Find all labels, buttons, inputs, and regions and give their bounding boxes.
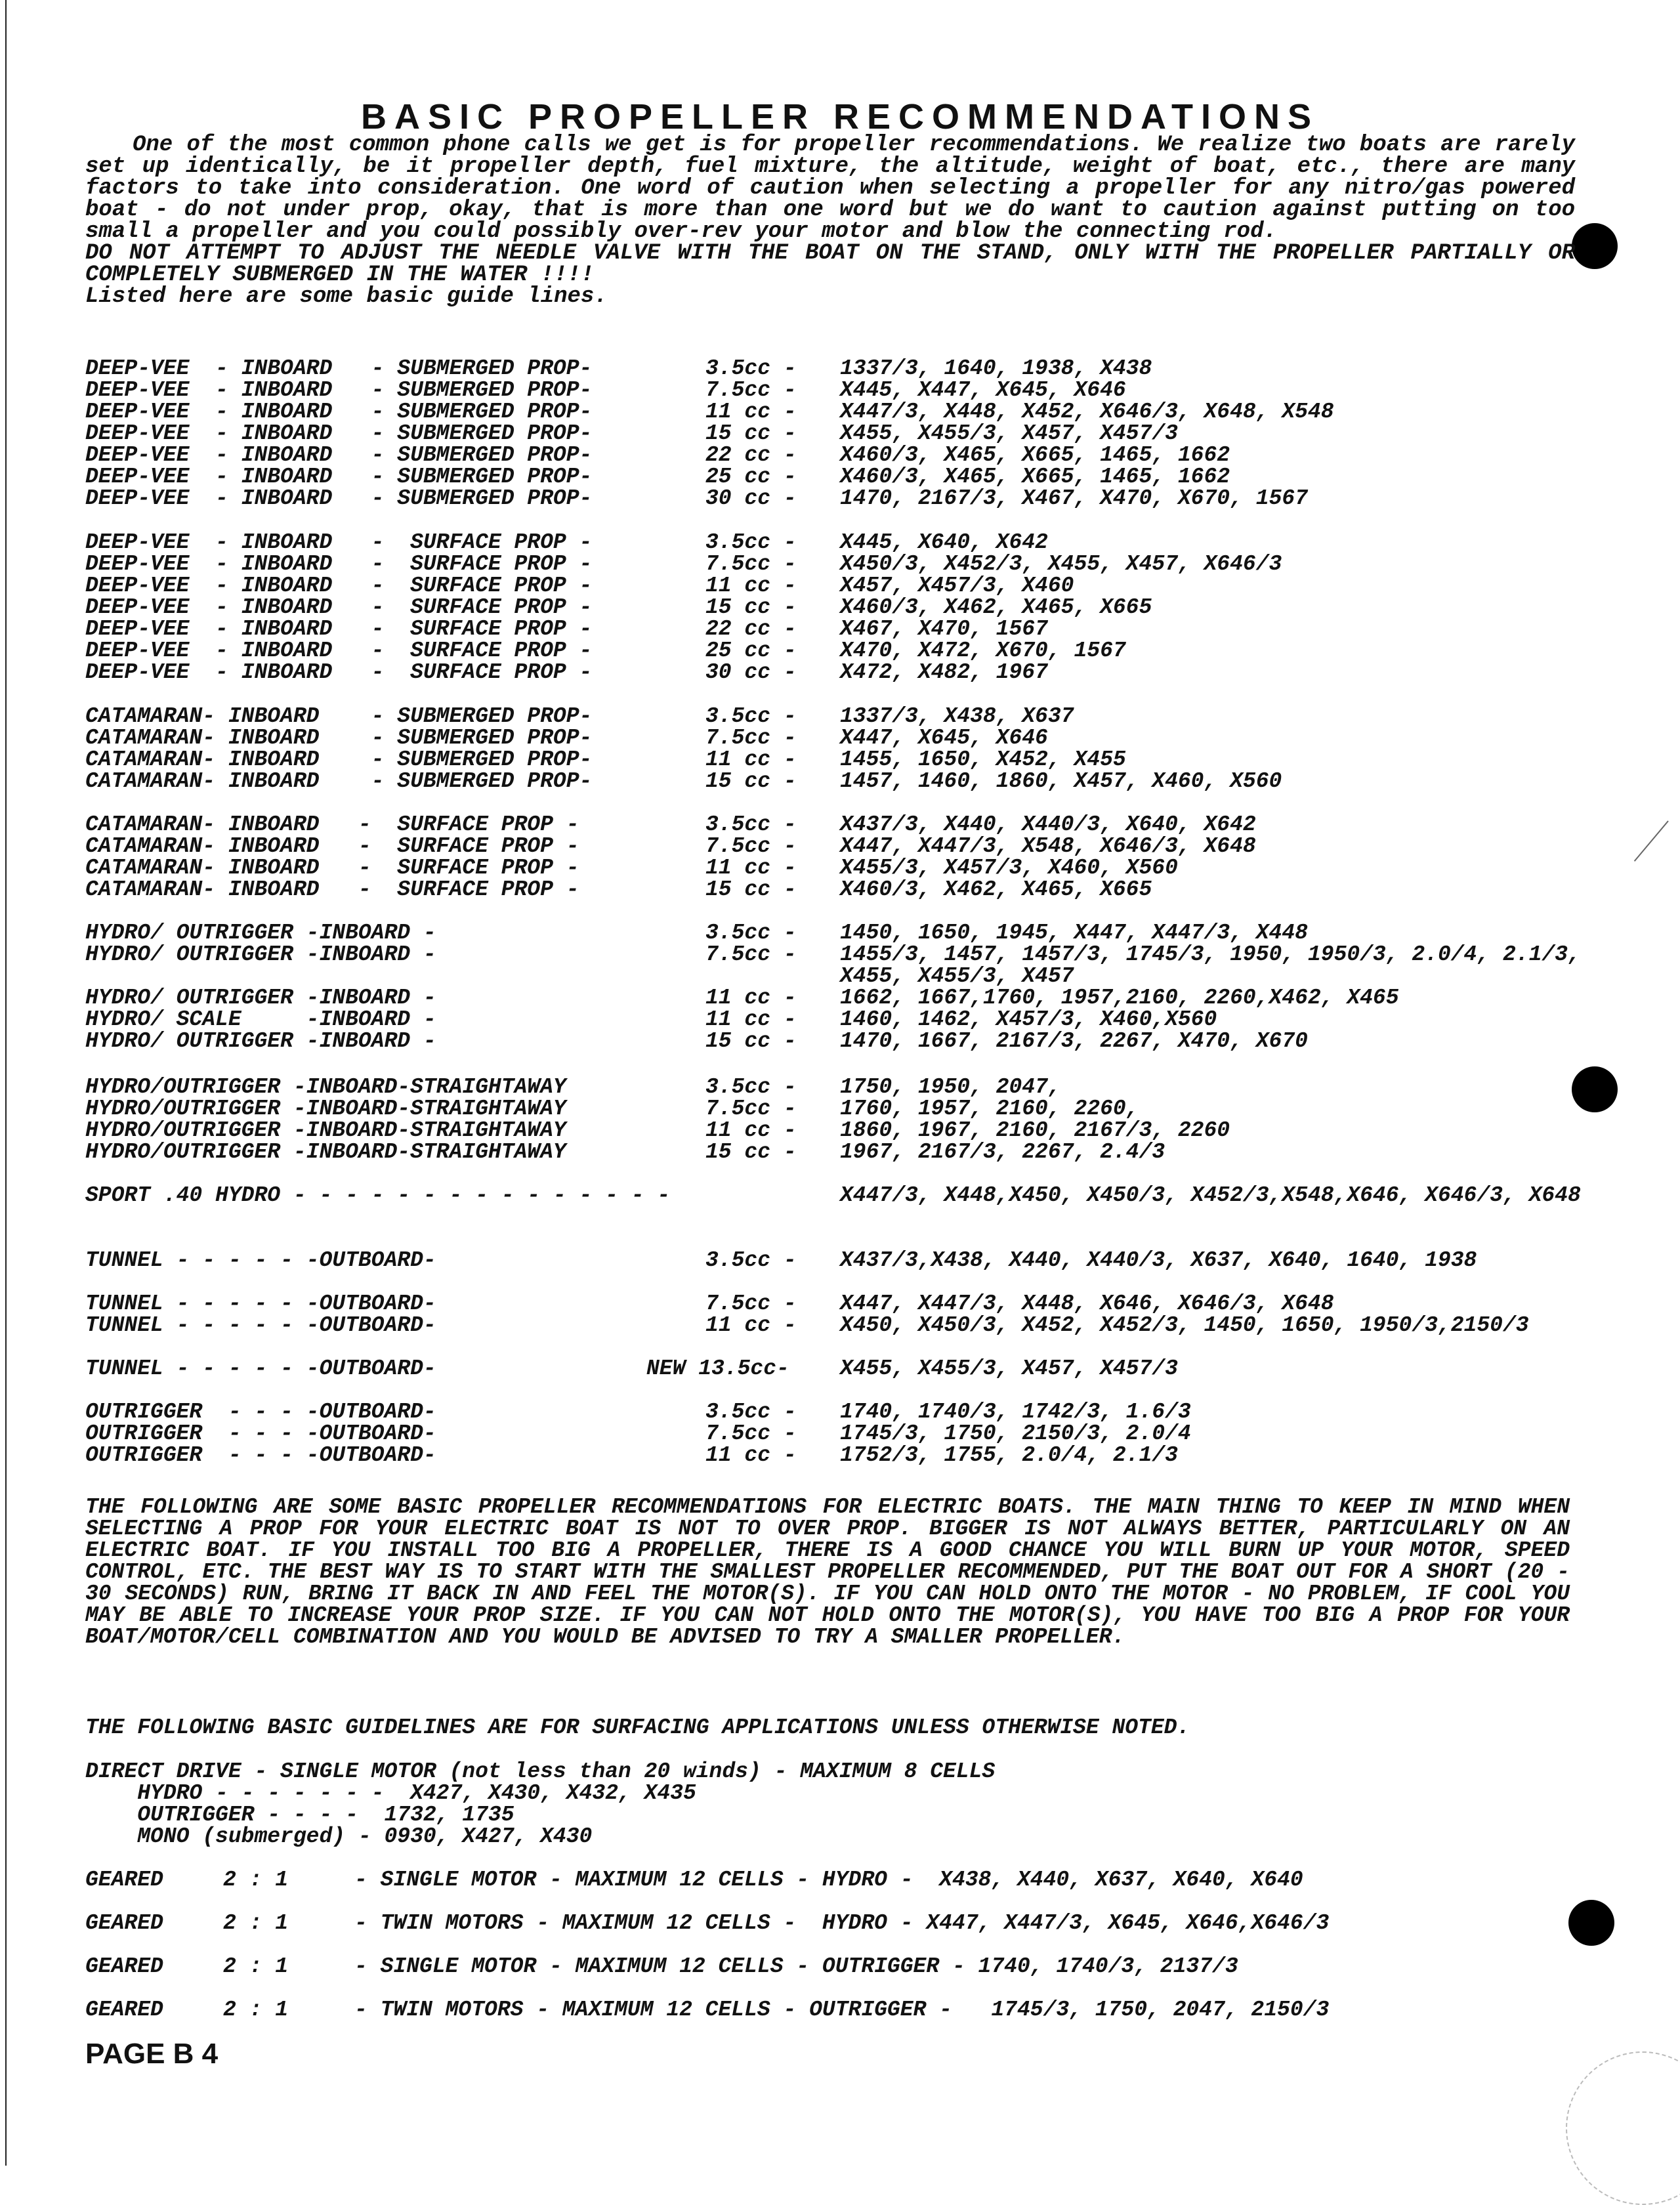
boat-type: DEEP-VEE - INBOARD - SURFACE PROP - [85, 530, 593, 555]
table-row [85, 1009, 1595, 1030]
surfacing-note: THE FOLLOWING BASIC GUIDELINES ARE FOR SURFACING APPLICATIONS UNLESS OTHERWISE NOTED. [85, 1715, 1190, 1740]
engine-size: 11 cc - [705, 1118, 797, 1143]
boat-type: DEEP-VEE - INBOARD - SURFACE PROP - [85, 574, 593, 598]
boat-type: HYDRO/OUTRIGGER -INBOARD-STRAIGHTAWAY [85, 1140, 566, 1164]
engine-size: 15 cc - [705, 421, 797, 446]
recommended-props: X470, X472, X670, 1567 [840, 639, 1126, 663]
geared-spec: - TWIN MOTORS - MAXIMUM 12 CELLS - HYDRO - X447, X447/3, X645, X646,X646/3 [354, 1911, 1330, 1935]
table-row [85, 1293, 1595, 1314]
table-row [85, 944, 1595, 987]
geared-row [85, 1869, 1595, 1891]
table-row [85, 814, 1595, 835]
needle-valve-warning: DO NOT ATTEMPT TO ADJUST THE NEEDLE VALVE WITH THE BOAT ON THE STAND, ONLY WITH THE PROPELLER PARTIALLY OR COMPLETELY SUBMERGED IN THE WATER !!!! [85, 241, 1575, 287]
recommended-props: X437/3, X440, X440/3, X640, X642 [840, 812, 1256, 837]
engine-size: 22 cc - [705, 617, 797, 641]
table-row [85, 727, 1595, 749]
recommended-props: 1470, 1667, 2167/3, 2267, X470, X670 [840, 1029, 1308, 1053]
recommended-props: X447/3, X448, X452, X646/3, X648, X548 [840, 400, 1334, 424]
geared-row [85, 1912, 1595, 1934]
propeller-group [85, 814, 1595, 900]
recommended-props: X445, X640, X642 [840, 530, 1048, 555]
engine-size: 15 cc - [705, 1029, 797, 1053]
table-row [85, 835, 1595, 857]
engine-size: 15 cc - [705, 1140, 797, 1164]
boat-type: HYDRO/ OUTRIGGER -INBOARD - [85, 942, 436, 967]
page-left-edge [5, 0, 7, 2166]
boat-type: CATAMARAN- INBOARD - SUBMERGED PROP- [85, 769, 593, 793]
boat-type: OUTRIGGER - - - -OUTBOARD- [85, 1400, 436, 1424]
boat-type: HYDRO/ SCALE -INBOARD - [85, 1007, 436, 1032]
table-row [85, 922, 1595, 944]
boat-type: TUNNEL - - - - - -OUTBOARD- [85, 1248, 436, 1272]
table-row [85, 379, 1595, 401]
intro-text: One of the most common phone calls we get is for propeller recommendations. We realize two boats are rarely set up identically, be it propeller depth, fuel mixture, the altitude, weight of boat, etc., there are many factors to take into consideration. One word of caution when selecting a propeller for any nitro/gas powered boat - do not under prop, okay, that is more than one word but we do want to caution against putting on too small a propeller and you could possibly over-rev your motor and blow the connecting rod. [85, 133, 1575, 244]
recommended-props: X455/3, X457/3, X460, X560 [840, 856, 1178, 880]
boat-type: CATAMARAN- INBOARD - SURFACE PROP - [85, 834, 579, 858]
table-row [85, 857, 1595, 879]
engine-size: 15 cc - [705, 769, 797, 793]
geared-label: GEARED [85, 1954, 163, 1979]
direct-drive-mono: MONO (submerged) - 0930, X427, X430 [85, 1824, 593, 1849]
geared-ratio: 2 : 1 [223, 1911, 289, 1935]
recommended-props: 1662, 1667,1760, 1957,2160, 2260,X462, X465 [840, 986, 1399, 1010]
table-row [85, 770, 1595, 792]
propeller-group [85, 1401, 1595, 1466]
recommended-props: 1760, 1957, 2160, 2260, [840, 1097, 1139, 1121]
boat-type: HYDRO/OUTRIGGER -INBOARD-STRAIGHTAWAY [85, 1075, 566, 1099]
page-number: PAGE B 4 [85, 2038, 219, 2070]
geared-label: GEARED [85, 1868, 163, 1892]
boat-type: TUNNEL - - - - - -OUTBOARD- [85, 1313, 436, 1337]
engine-size: 7.5cc - [705, 1421, 797, 1446]
recommended-props: X450, X450/3, X452, X452/3, 1450, 1650, 1950/3,2150/3 [840, 1313, 1529, 1337]
boat-type: DEEP-VEE - INBOARD - SUBMERGED PROP- [85, 421, 593, 446]
boat-type: CATAMARAN- INBOARD - SURFACE PROP - [85, 856, 579, 880]
boat-type: DEEP-VEE - INBOARD - SUBMERGED PROP- [85, 400, 593, 424]
boat-type: DEEP-VEE - INBOARD - SUBMERGED PROP- [85, 486, 593, 511]
recommended-props: X460/3, X465, X665, 1465, 1662 [840, 443, 1230, 467]
geared-ratio: 2 : 1 [223, 1954, 289, 1979]
geared-label: GEARED [85, 1998, 163, 2022]
boat-type: HYDRO/ OUTRIGGER -INBOARD - [85, 921, 436, 945]
recommended-props: 1740, 1740/3, 1742/3, 1.6/3 [840, 1400, 1191, 1424]
recommended-props: 1860, 1967, 2160, 2167/3, 2260 [840, 1118, 1230, 1143]
engine-size: 7.5cc - [705, 378, 797, 402]
engine-size: 15 cc - [705, 877, 797, 902]
recommended-props: X460/3, X462, X465, X665 [840, 877, 1152, 902]
engine-size: 3.5cc - [705, 1075, 797, 1099]
engine-size: NEW 13.5cc- [646, 1356, 789, 1381]
engine-size: 7.5cc - [705, 1292, 797, 1316]
recommended-props: X455, X455/3, X457, X457/3 [840, 1356, 1178, 1381]
engine-size: 7.5cc - [705, 942, 797, 967]
table-row [85, 618, 1595, 640]
boat-type: OUTRIGGER - - - -OUTBOARD- [85, 1443, 436, 1467]
table-row [85, 401, 1595, 423]
engine-size: 30 cc - [705, 486, 797, 511]
geared-row [85, 1999, 1595, 2021]
table-row [85, 1141, 1595, 1163]
engine-size: 15 cc - [705, 595, 797, 620]
engine-size: 11 cc - [705, 1443, 797, 1467]
engine-size: 3.5cc - [705, 356, 797, 381]
geared-spec: - SINGLE MOTOR - MAXIMUM 12 CELLS - HYDRO - X438, X440, X637, X640, X640 [354, 1868, 1303, 1892]
table-row [85, 553, 1595, 575]
boat-type: DEEP-VEE - INBOARD - SUBMERGED PROP- [85, 356, 593, 381]
engine-size: 11 cc - [705, 1313, 797, 1337]
punch-hole-top [1572, 223, 1618, 269]
recommended-props: 1455/3, 1457, 1457/3, 1745/3, 1950, 1950/3, 2.0/4, 2.1/3, X455, X455/3, X457 [840, 942, 1581, 988]
engine-size: 3.5cc - [705, 1400, 797, 1424]
recommended-props: 1455, 1650, X452, X455 [840, 747, 1126, 772]
engine-size: 11 cc - [705, 747, 797, 772]
table-row [85, 1120, 1595, 1141]
table-row [85, 575, 1595, 597]
boat-type: DEEP-VEE - INBOARD - SUBMERGED PROP- [85, 378, 593, 402]
recommended-props: 1470, 2167/3, X467, X470, X670, 1567 [840, 486, 1308, 511]
table-row [85, 1185, 1595, 1228]
margin-mark [1634, 820, 1669, 862]
table-row [85, 1423, 1595, 1444]
boat-type: CATAMARAN- INBOARD - SUBMERGED PROP- [85, 726, 593, 750]
table-row [85, 358, 1595, 379]
recommended-props: 1450, 1650, 1945, X447, X447/3, X448 [840, 921, 1308, 945]
engine-size: 11 cc - [705, 986, 797, 1010]
recommended-props: X447, X645, X646 [840, 726, 1048, 750]
propeller-group [85, 532, 1595, 683]
table-row [85, 1250, 1595, 1293]
boat-type: CATAMARAN- INBOARD - SURFACE PROP - [85, 877, 579, 902]
geared-spec: - SINGLE MOTOR - MAXIMUM 12 CELLS - OUTRIGGER - 1740, 1740/3, 2137/3 [354, 1954, 1238, 1979]
propeller-group [85, 1076, 1595, 1163]
recommended-props: X460/3, X462, X465, X665 [840, 595, 1152, 620]
boat-type: HYDRO/OUTRIGGER -INBOARD-STRAIGHTAWAY [85, 1097, 566, 1121]
geared-ratio: 2 : 1 [223, 1998, 289, 2022]
engine-size: 25 cc - [705, 639, 797, 663]
engine-size: 7.5cc - [705, 834, 797, 858]
boat-type: OUTRIGGER - - - -OUTBOARD- [85, 1421, 436, 1446]
boat-type: HYDRO/ OUTRIGGER -INBOARD - [85, 1029, 436, 1053]
engine-size: 11 cc - [705, 856, 797, 880]
recommended-props: X445, X447, X645, X646 [840, 378, 1126, 402]
table-row [85, 488, 1595, 509]
direct-drive-hydro: HYDRO - - - - - - - X427, X430, X432, X435 [85, 1781, 696, 1805]
recommended-props: X472, X482, 1967 [840, 660, 1048, 684]
boat-type: TUNNEL - - - - - -OUTBOARD- [85, 1292, 436, 1316]
engine-size: 3.5cc - [705, 1248, 797, 1272]
boat-type: CATAMARAN- INBOARD - SURFACE PROP - [85, 812, 579, 837]
table-row [85, 879, 1595, 900]
page-corner-curl [1566, 2051, 1680, 2205]
engine-size: 7.5cc - [705, 726, 797, 750]
table-row [85, 1444, 1595, 1466]
recommended-props: 1457, 1460, 1860, X457, X460, X560 [840, 769, 1282, 793]
boat-type: SPORT .40 HYDRO - - - - - - - - - - - - - - - [85, 1183, 671, 1208]
propeller-group [85, 922, 1595, 1052]
engine-size: 22 cc - [705, 443, 797, 467]
engine-size: 3.5cc - [705, 921, 797, 945]
propeller-group [85, 1185, 1595, 1228]
table-row [85, 987, 1595, 1009]
table-row [85, 597, 1595, 618]
recommended-props: X447/3, X448,X450, X450/3, X452/3,X548,X646, X646/3, X648 [840, 1183, 1581, 1208]
engine-size: 11 cc - [705, 1007, 797, 1032]
boat-type: DEEP-VEE - INBOARD - SURFACE PROP - [85, 552, 593, 576]
table-row [85, 1314, 1595, 1358]
geared-spec: - TWIN MOTORS - MAXIMUM 12 CELLS - OUTRIGGER - 1745/3, 1750, 2047, 2150/3 [354, 1998, 1330, 2022]
recommended-props: 1460, 1462, X457/3, X460,X560 [840, 1007, 1217, 1032]
electric-boats-paragraph: THE FOLLOWING ARE SOME BASIC PROPELLER RECOMMENDATIONS FOR ELECTRIC BOATS. THE MAIN THING TO KEEP IN MIND WHEN SELECTING A PROP FOR YOUR ELECTRIC BOAT IS NOT TO OVER PROP. BIGGER IS NOT ALWAYS BETTER, PARTICULARLY ON AN ELECTRIC BOAT. IF YOU INSTALL TOO BIG A PROPELLER, THERE IS A GOOD CHANCE YOU WILL BURN UP YOUR MOTOR, SPEED CONTROL, ETC. THE BEST WAY IS TO START WITH THE SMALLEST PROPELLER RECOMMENDED, PUT THE BOAT OUT FOR A SHORT (20 - 30 SECONDS) RUN, BRING IT BACK IN AND FEEL THE MOTOR(S). IF YOU CAN HOLD ONTO THE MOTOR - NO PROBLEM, IF COOL YOU MAY BE ABLE TO INCREASE YOUR PROP SIZE. IF YOU CAN NOT HOLD ONTO THE MOTOR(S), YOU HAVE TOO BIG A PROP FOR YOUR BOAT/MOTOR/CELL COMBINATION AND YOU WOULD BE ADVISED TO TRY A SMALLER PROPELLER. [85, 1495, 1570, 1649]
table-row [85, 749, 1595, 770]
engine-size: 25 cc - [705, 465, 797, 489]
table-row [85, 423, 1595, 444]
recommended-props: 1337/3, 1640, 1938, X438 [840, 356, 1152, 381]
recommended-props: X460/3, X465, X665, 1465, 1662 [840, 465, 1230, 489]
direct-drive-outrigger: OUTRIGGER - - - - 1732, 1735 [85, 1803, 514, 1827]
recommended-props: X457, X457/3, X460 [840, 574, 1074, 598]
boat-type: DEEP-VEE - INBOARD - SURFACE PROP - [85, 617, 593, 641]
boat-type: HYDRO/OUTRIGGER -INBOARD-STRAIGHTAWAY [85, 1118, 566, 1143]
table-row [85, 1358, 1595, 1379]
engine-size: 3.5cc - [705, 704, 797, 728]
engine-size: 3.5cc - [705, 530, 797, 555]
recommended-props: 1750, 1950, 2047, [840, 1075, 1061, 1099]
table-row [85, 466, 1595, 488]
recommended-props: 1752/3, 1755, 2.0/4, 2.1/3 [840, 1443, 1178, 1467]
propeller-group [85, 358, 1595, 509]
table-row [85, 532, 1595, 553]
guidelines-lead: Listed here are some basic guide lines. [85, 284, 608, 309]
engine-size: 30 cc - [705, 660, 797, 684]
table-row [85, 1098, 1595, 1120]
boat-type: HYDRO/ OUTRIGGER -INBOARD - [85, 986, 436, 1010]
direct-drive-heading: DIRECT DRIVE - SINGLE MOTOR (not less than 20 winds) - MAXIMUM 8 CELLS [85, 1759, 996, 1784]
boat-type: CATAMARAN- INBOARD - SUBMERGED PROP- [85, 747, 593, 772]
boat-type: DEEP-VEE - INBOARD - SURFACE PROP - [85, 660, 593, 684]
table-row [85, 662, 1595, 683]
engine-size: 3.5cc - [705, 812, 797, 837]
boat-type: TUNNEL - - - - - -OUTBOARD- [85, 1356, 436, 1381]
propeller-group [85, 705, 1595, 792]
recommended-props: X450/3, X452/3, X455, X457, X646/3 [840, 552, 1282, 576]
boat-type: DEEP-VEE - INBOARD - SUBMERGED PROP- [85, 465, 593, 489]
engine-size: 11 cc - [705, 400, 797, 424]
recommended-props: X447, X447/3, X548, X646/3, X648 [840, 834, 1256, 858]
recommended-props: X467, X470, 1567 [840, 617, 1048, 641]
recommended-props: X437/3,X438, X440, X440/3, X637, X640, 1640, 1938 [840, 1248, 1477, 1272]
boat-type: DEEP-VEE - INBOARD - SURFACE PROP - [85, 595, 593, 620]
boat-type: DEEP-VEE - INBOARD - SUBMERGED PROP- [85, 443, 593, 467]
table-row [85, 1076, 1595, 1098]
page-title: BASIC PROPELLER RECOMMENDATIONS [360, 97, 1320, 136]
recommended-props: 1337/3, X438, X637 [840, 704, 1074, 728]
boat-type: DEEP-VEE - INBOARD - SURFACE PROP - [85, 639, 593, 663]
geared-row [85, 1956, 1595, 1977]
table-row [85, 705, 1595, 727]
recommended-props: X447, X447/3, X448, X646, X646/3, X648 [840, 1292, 1334, 1316]
propeller-group [85, 1250, 1595, 1379]
table-row [85, 640, 1595, 662]
recommended-props: 1745/3, 1750, 2150/3, 2.0/4 [840, 1421, 1191, 1446]
recommended-props: 1967, 2167/3, 2267, 2.4/3 [840, 1140, 1166, 1164]
geared-label: GEARED [85, 1911, 163, 1935]
engine-size: 11 cc - [705, 574, 797, 598]
table-row [85, 1401, 1595, 1423]
geared-ratio: 2 : 1 [223, 1868, 289, 1892]
table-row [85, 444, 1595, 466]
table-row [85, 1030, 1595, 1052]
boat-type: CATAMARAN- INBOARD - SUBMERGED PROP- [85, 704, 593, 728]
engine-size: 7.5cc - [705, 552, 797, 576]
engine-size: 7.5cc - [705, 1097, 797, 1121]
recommended-props: X455, X455/3, X457, X457/3 [840, 421, 1178, 446]
intro-paragraph [85, 135, 1575, 308]
